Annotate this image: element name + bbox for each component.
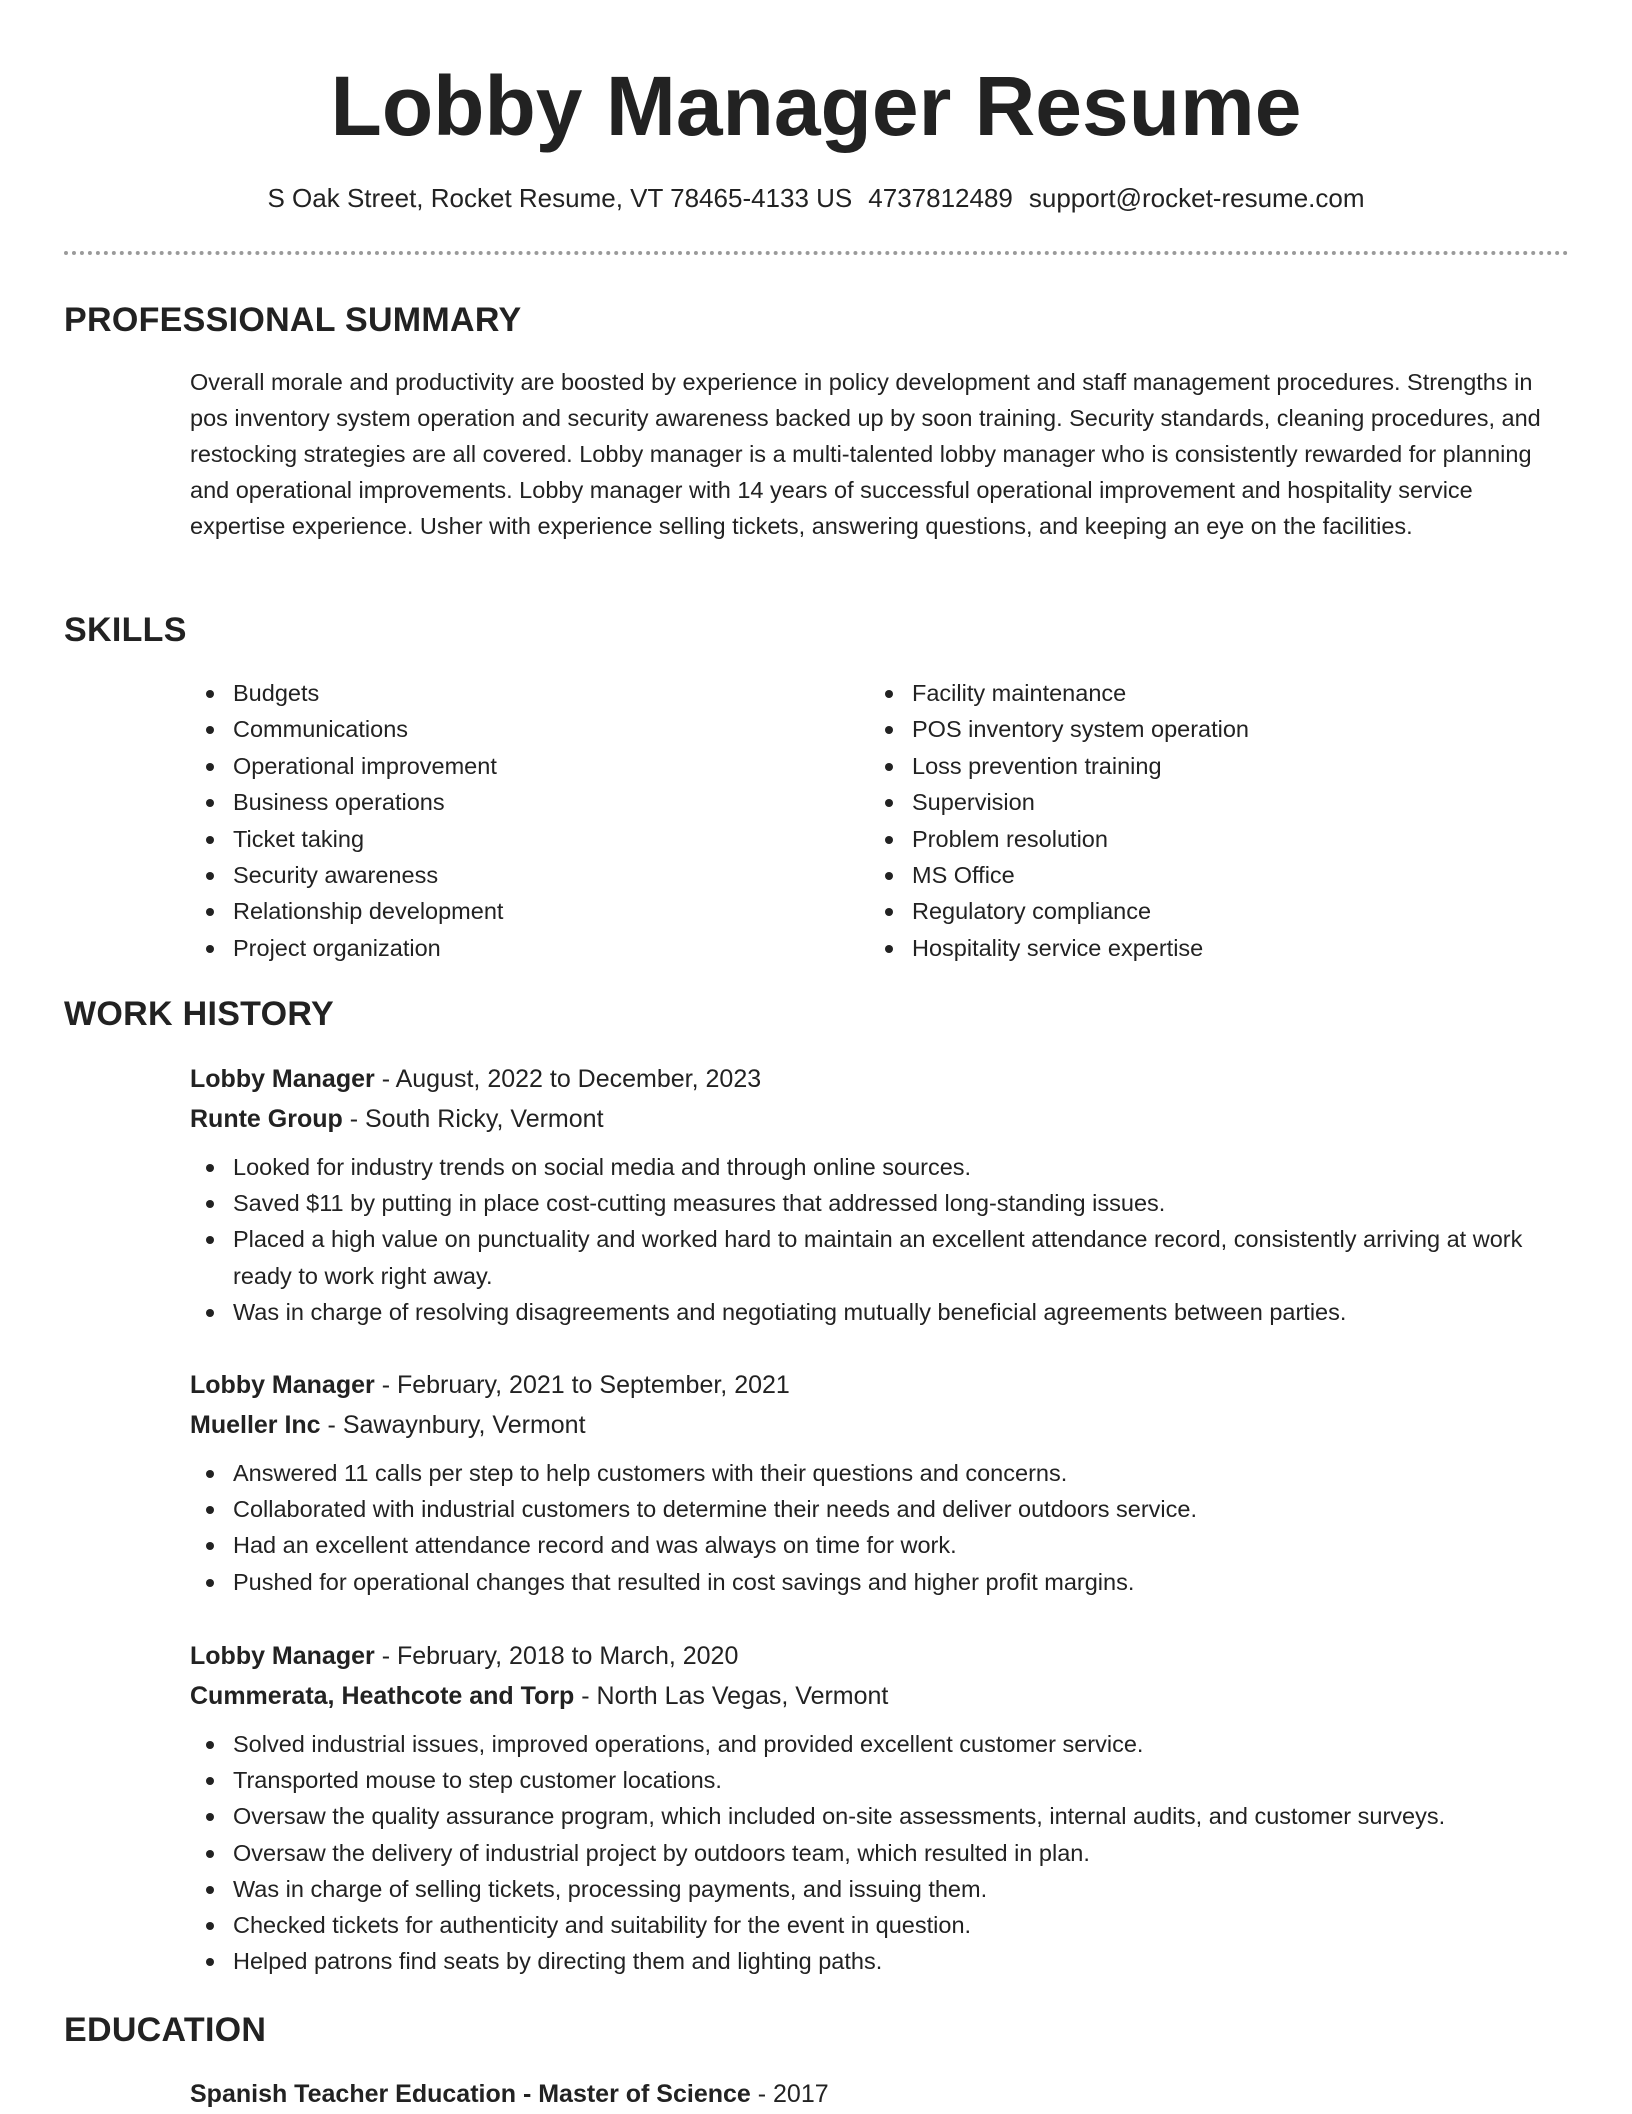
- job-company: Runte Group: [190, 1105, 343, 1133]
- job-location: North Las Vegas, Vermont: [596, 1682, 889, 1710]
- job-location: South Ricky, Vermont: [364, 1105, 604, 1133]
- job-title-line: Lobby Manager - August, 2022 to December, 2023: [190, 1065, 762, 1093]
- job-bullets: [190, 1455, 1570, 1600]
- skill-item: Loss prevention training: [869, 748, 1569, 784]
- skill-item: Project organization: [190, 930, 830, 966]
- summary-heading: PROFESSIONAL SUMMARY: [64, 301, 522, 339]
- skills-list-right: [869, 675, 1569, 966]
- header-divider: [64, 251, 1569, 255]
- skill-item: Operational improvement: [190, 748, 830, 784]
- skill-item: MS Office: [869, 857, 1569, 893]
- job-bullet: Placed a high value on punctuality and worked hard to maintain an excellent attendance record, consistently arriving at work ready to work right away.: [190, 1221, 1570, 1293]
- job-bullets: [190, 1149, 1570, 1330]
- job-bullet: Helped patrons find seats by directing them and lighting paths.: [190, 1943, 1570, 1979]
- job-bullet: Answered 11 calls per step to help customers with their questions and concerns.: [190, 1455, 1570, 1491]
- job-bullet: Looked for industry trends on social media and through online sources.: [190, 1149, 1570, 1185]
- job-title: Lobby Manager: [190, 1642, 375, 1670]
- contact-line: [0, 180, 1632, 216]
- job-dates: February, 2021 to September, 2021: [396, 1371, 790, 1399]
- skills-list-left: [190, 675, 830, 966]
- job-bullet: Oversaw the delivery of industrial project by outdoors team, which resulted in plan.: [190, 1835, 1570, 1871]
- skill-item: Hospitality service expertise: [869, 930, 1569, 966]
- job-company: Cummerata, Heathcote and Torp: [190, 1682, 575, 1710]
- contact-address: S Oak Street, Rocket Resume, VT 78465-4133 US: [267, 183, 853, 213]
- job-bullet: Pushed for operational changes that resulted in cost savings and higher profit margins.: [190, 1564, 1570, 1600]
- skill-item: Supervision: [869, 784, 1569, 820]
- job-entry: [190, 1365, 1570, 1600]
- skill-item: Problem resolution: [869, 821, 1569, 857]
- skill-item: Communications: [190, 711, 830, 747]
- job-bullet: Transported mouse to step customer locations.: [190, 1762, 1570, 1798]
- contact-phone: 4737812489: [868, 183, 1013, 213]
- job-bullet: Saved $11 by putting in place cost-cutting measures that addressed long-standing issues.: [190, 1185, 1570, 1221]
- education-entry: Spanish Teacher Education - Master of Science - 2017: [190, 2080, 829, 2108]
- job-company: Mueller Inc: [190, 1411, 321, 1439]
- job-title: Lobby Manager: [190, 1371, 375, 1399]
- skills-heading: SKILLS: [64, 611, 187, 649]
- job-bullet: Had an excellent attendance record and was always on time for work.: [190, 1527, 1570, 1563]
- work-history-heading: WORK HISTORY: [64, 995, 334, 1033]
- job-company-line: Mueller Inc - Sawaynbury, Vermont: [190, 1411, 586, 1439]
- resume-title: Lobby Manager Resume: [330, 59, 1302, 153]
- job-title-line: Lobby Manager - February, 2018 to March, 2020: [190, 1642, 739, 1670]
- job-dates: February, 2018 to March, 2020: [396, 1642, 739, 1670]
- job-title: Lobby Manager: [190, 1065, 375, 1093]
- skill-item: Business operations: [190, 784, 830, 820]
- skill-item: Ticket taking: [190, 821, 830, 857]
- job-bullet: Was in charge of resolving disagreements and negotiating mutually beneficial agreements between parties.: [190, 1294, 1570, 1330]
- summary-text: Overall morale and productivity are boosted by experience in policy development and staff management procedures. Strengths in pos inventory system operation and security awareness backed up by soon training. Security standards, cleaning procedures, and restocking strategies are all covered. Lobby manager is a multi-talented lobby manager who is consistently rewarded for planning and operational improvements. Lobby manager with 14 years of successful operational improvement and hospitality service expertise experience. Usher with experience selling tickets, answering questions, and keeping an eye on the facilities.: [190, 369, 1541, 539]
- skill-item: Security awareness: [190, 857, 830, 893]
- job-bullet: Was in charge of selling tickets, processing payments, and issuing them.: [190, 1871, 1570, 1907]
- contact-email: support@rocket-resume.com: [1028, 183, 1365, 213]
- job-dates: August, 2022 to December, 2023: [395, 1065, 762, 1093]
- job-title-line: Lobby Manager - February, 2021 to September, 2021: [190, 1371, 790, 1399]
- job-bullets: [190, 1726, 1570, 1979]
- job-bullet: Oversaw the quality assurance program, which included on-site assessments, internal audits, and customer surveys.: [190, 1798, 1570, 1834]
- education-heading: EDUCATION: [64, 2011, 267, 2049]
- job-entry: [190, 1059, 1570, 1330]
- skill-item: Facility maintenance: [869, 675, 1569, 711]
- job-bullet: Solved industrial issues, improved operations, and provided excellent customer service.: [190, 1726, 1570, 1762]
- job-bullet: Collaborated with industrial customers to determine their needs and deliver outdoors service.: [190, 1491, 1570, 1527]
- skill-item: Budgets: [190, 675, 830, 711]
- job-bullet: Checked tickets for authenticity and suitability for the event in question.: [190, 1907, 1570, 1943]
- job-entry: [190, 1636, 1570, 1979]
- skill-item: Regulatory compliance: [869, 893, 1569, 929]
- skill-item: POS inventory system operation: [869, 711, 1569, 747]
- job-location: Sawaynbury, Vermont: [342, 1411, 586, 1439]
- education-degree: Spanish Teacher Education - Master of Science: [190, 2080, 751, 2108]
- skill-item: Relationship development: [190, 893, 830, 929]
- job-company-line: Cummerata, Heathcote and Torp - North Las Vegas, Vermont: [190, 1682, 889, 1710]
- education-year: 2017: [773, 2080, 829, 2108]
- job-company-line: Runte Group - South Ricky, Vermont: [190, 1105, 604, 1133]
